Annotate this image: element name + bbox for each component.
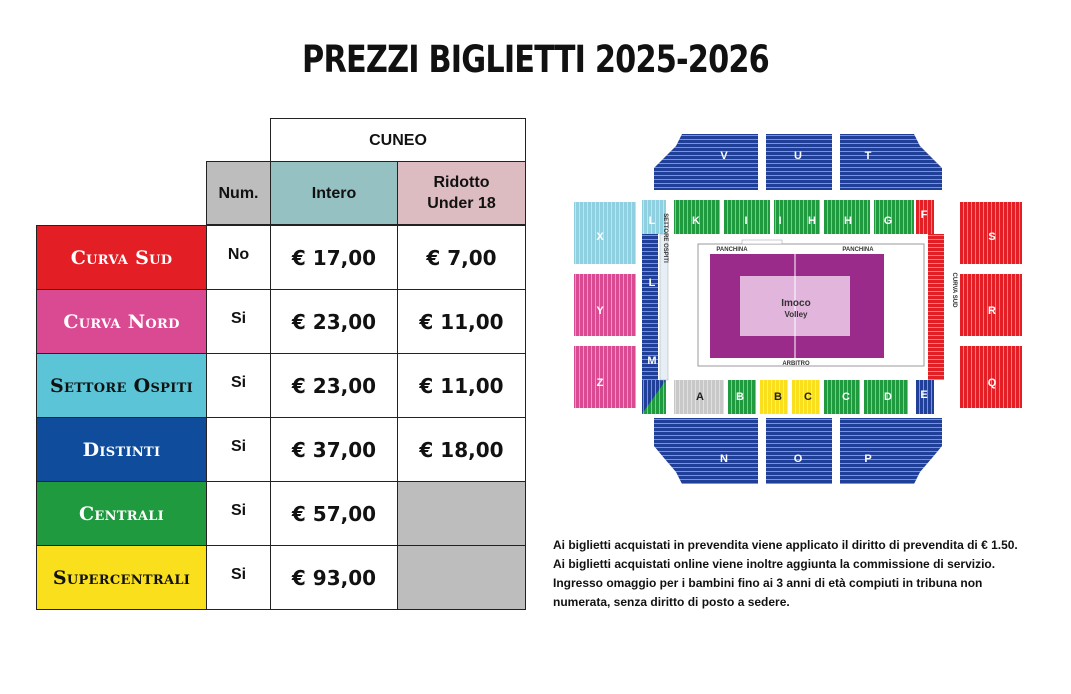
court	[698, 240, 924, 366]
section-c2: C	[842, 391, 850, 403]
panchina-left: PANCHINA	[716, 247, 748, 253]
curva-left	[574, 202, 636, 408]
section-b2: B	[774, 391, 782, 403]
ridotto-empty	[397, 545, 526, 610]
section-h1: H	[808, 215, 816, 227]
numbered-value: Si	[206, 417, 271, 482]
section-v: V	[720, 150, 728, 162]
logo-line2: Volley	[784, 310, 808, 319]
section-z: Z	[596, 377, 604, 389]
section-q: Q	[987, 377, 997, 389]
curva-sud-label: CURVA SUD	[951, 272, 957, 308]
panchina-right: PANCHINA	[842, 247, 874, 253]
sector-name: Settore Ospiti	[36, 353, 207, 418]
section-o: O	[793, 453, 803, 465]
ridotto-header-line1: Ridotto	[433, 174, 490, 191]
page-title: PREZZI BIGLIETTI 2025-2026	[302, 38, 769, 81]
sector-name: Curva Sud	[36, 225, 207, 290]
distinti-top	[654, 134, 942, 190]
section-i1: I	[744, 215, 748, 227]
section-l_mid: L	[648, 277, 656, 289]
side-right-inner	[928, 234, 944, 380]
logo-line1: Imoco	[781, 298, 811, 309]
settore-ospiti-label: SETTORE OSPITI	[662, 213, 668, 263]
section-x: X	[596, 231, 604, 243]
note-line: numerata, senza diritto di posto a sedere.	[553, 595, 790, 609]
note-line: Ingresso omaggio per i bambini fino ai 3 anni di età compiuti in tribuna non	[553, 576, 983, 590]
numbered-value: Si	[206, 481, 271, 546]
sector-name: Supercentrali	[36, 545, 207, 610]
numbered-value: Si	[206, 289, 271, 354]
arena-map	[572, 128, 1028, 492]
section-u: U	[794, 150, 802, 162]
section-d: D	[884, 391, 892, 403]
arbitro-label: ARBITRO	[782, 361, 810, 367]
ridotto-header-line2: Under 18	[427, 195, 496, 212]
section-m: M	[647, 355, 657, 367]
section-a: A	[696, 391, 704, 403]
section-e: E	[920, 389, 928, 401]
section-k: K	[692, 215, 700, 227]
ridotto-price: € 11,00	[397, 289, 526, 354]
numbered-value: Si	[206, 545, 271, 610]
cuneo-header: CUNEO	[270, 118, 526, 162]
intero-price: € 93,00	[270, 545, 398, 610]
section-h2: H	[844, 215, 852, 227]
sector-name: Distinti	[36, 417, 207, 482]
intero-price: € 17,00	[270, 225, 398, 290]
section-y: Y	[596, 305, 604, 317]
section-n: N	[720, 453, 728, 465]
intero-price: € 57,00	[270, 481, 398, 546]
sector-name: Centrali	[36, 481, 207, 546]
section-i2: I	[778, 215, 782, 227]
ridotto-price: € 11,00	[397, 353, 526, 418]
distinti-bottom	[654, 418, 942, 484]
numbered-value: No	[206, 225, 271, 290]
ridotto-empty	[397, 481, 526, 546]
note-line: Ai biglietti acquistati online viene inoltre aggiunta la commissione di servizio.	[553, 557, 996, 571]
section-p: P	[864, 453, 872, 465]
section-f: F	[920, 209, 928, 221]
section-r: R	[988, 305, 996, 317]
section-g: G	[883, 215, 893, 227]
numbered-value: Si	[206, 353, 271, 418]
intero-price: € 23,00	[270, 353, 398, 418]
intero-price: € 23,00	[270, 289, 398, 354]
section-t: T	[864, 150, 872, 162]
section-b1: B	[736, 391, 744, 403]
intero-header: Intero	[270, 161, 398, 225]
ridotto-price: € 7,00	[397, 225, 526, 290]
note-line: Ai biglietti acquistati in prevendita viene applicato il diritto di prevendita di € 1.50.	[553, 538, 1018, 552]
section-l_top: L	[648, 215, 656, 227]
notes	[553, 536, 1053, 612]
sector-name: Curva Nord	[36, 289, 207, 354]
section-s: S	[988, 231, 996, 243]
section-c1: C	[804, 391, 812, 403]
ridotto-price: € 18,00	[397, 417, 526, 482]
ridotto-header	[397, 161, 526, 225]
intero-price: € 37,00	[270, 417, 398, 482]
num-header: Num.	[206, 161, 271, 225]
